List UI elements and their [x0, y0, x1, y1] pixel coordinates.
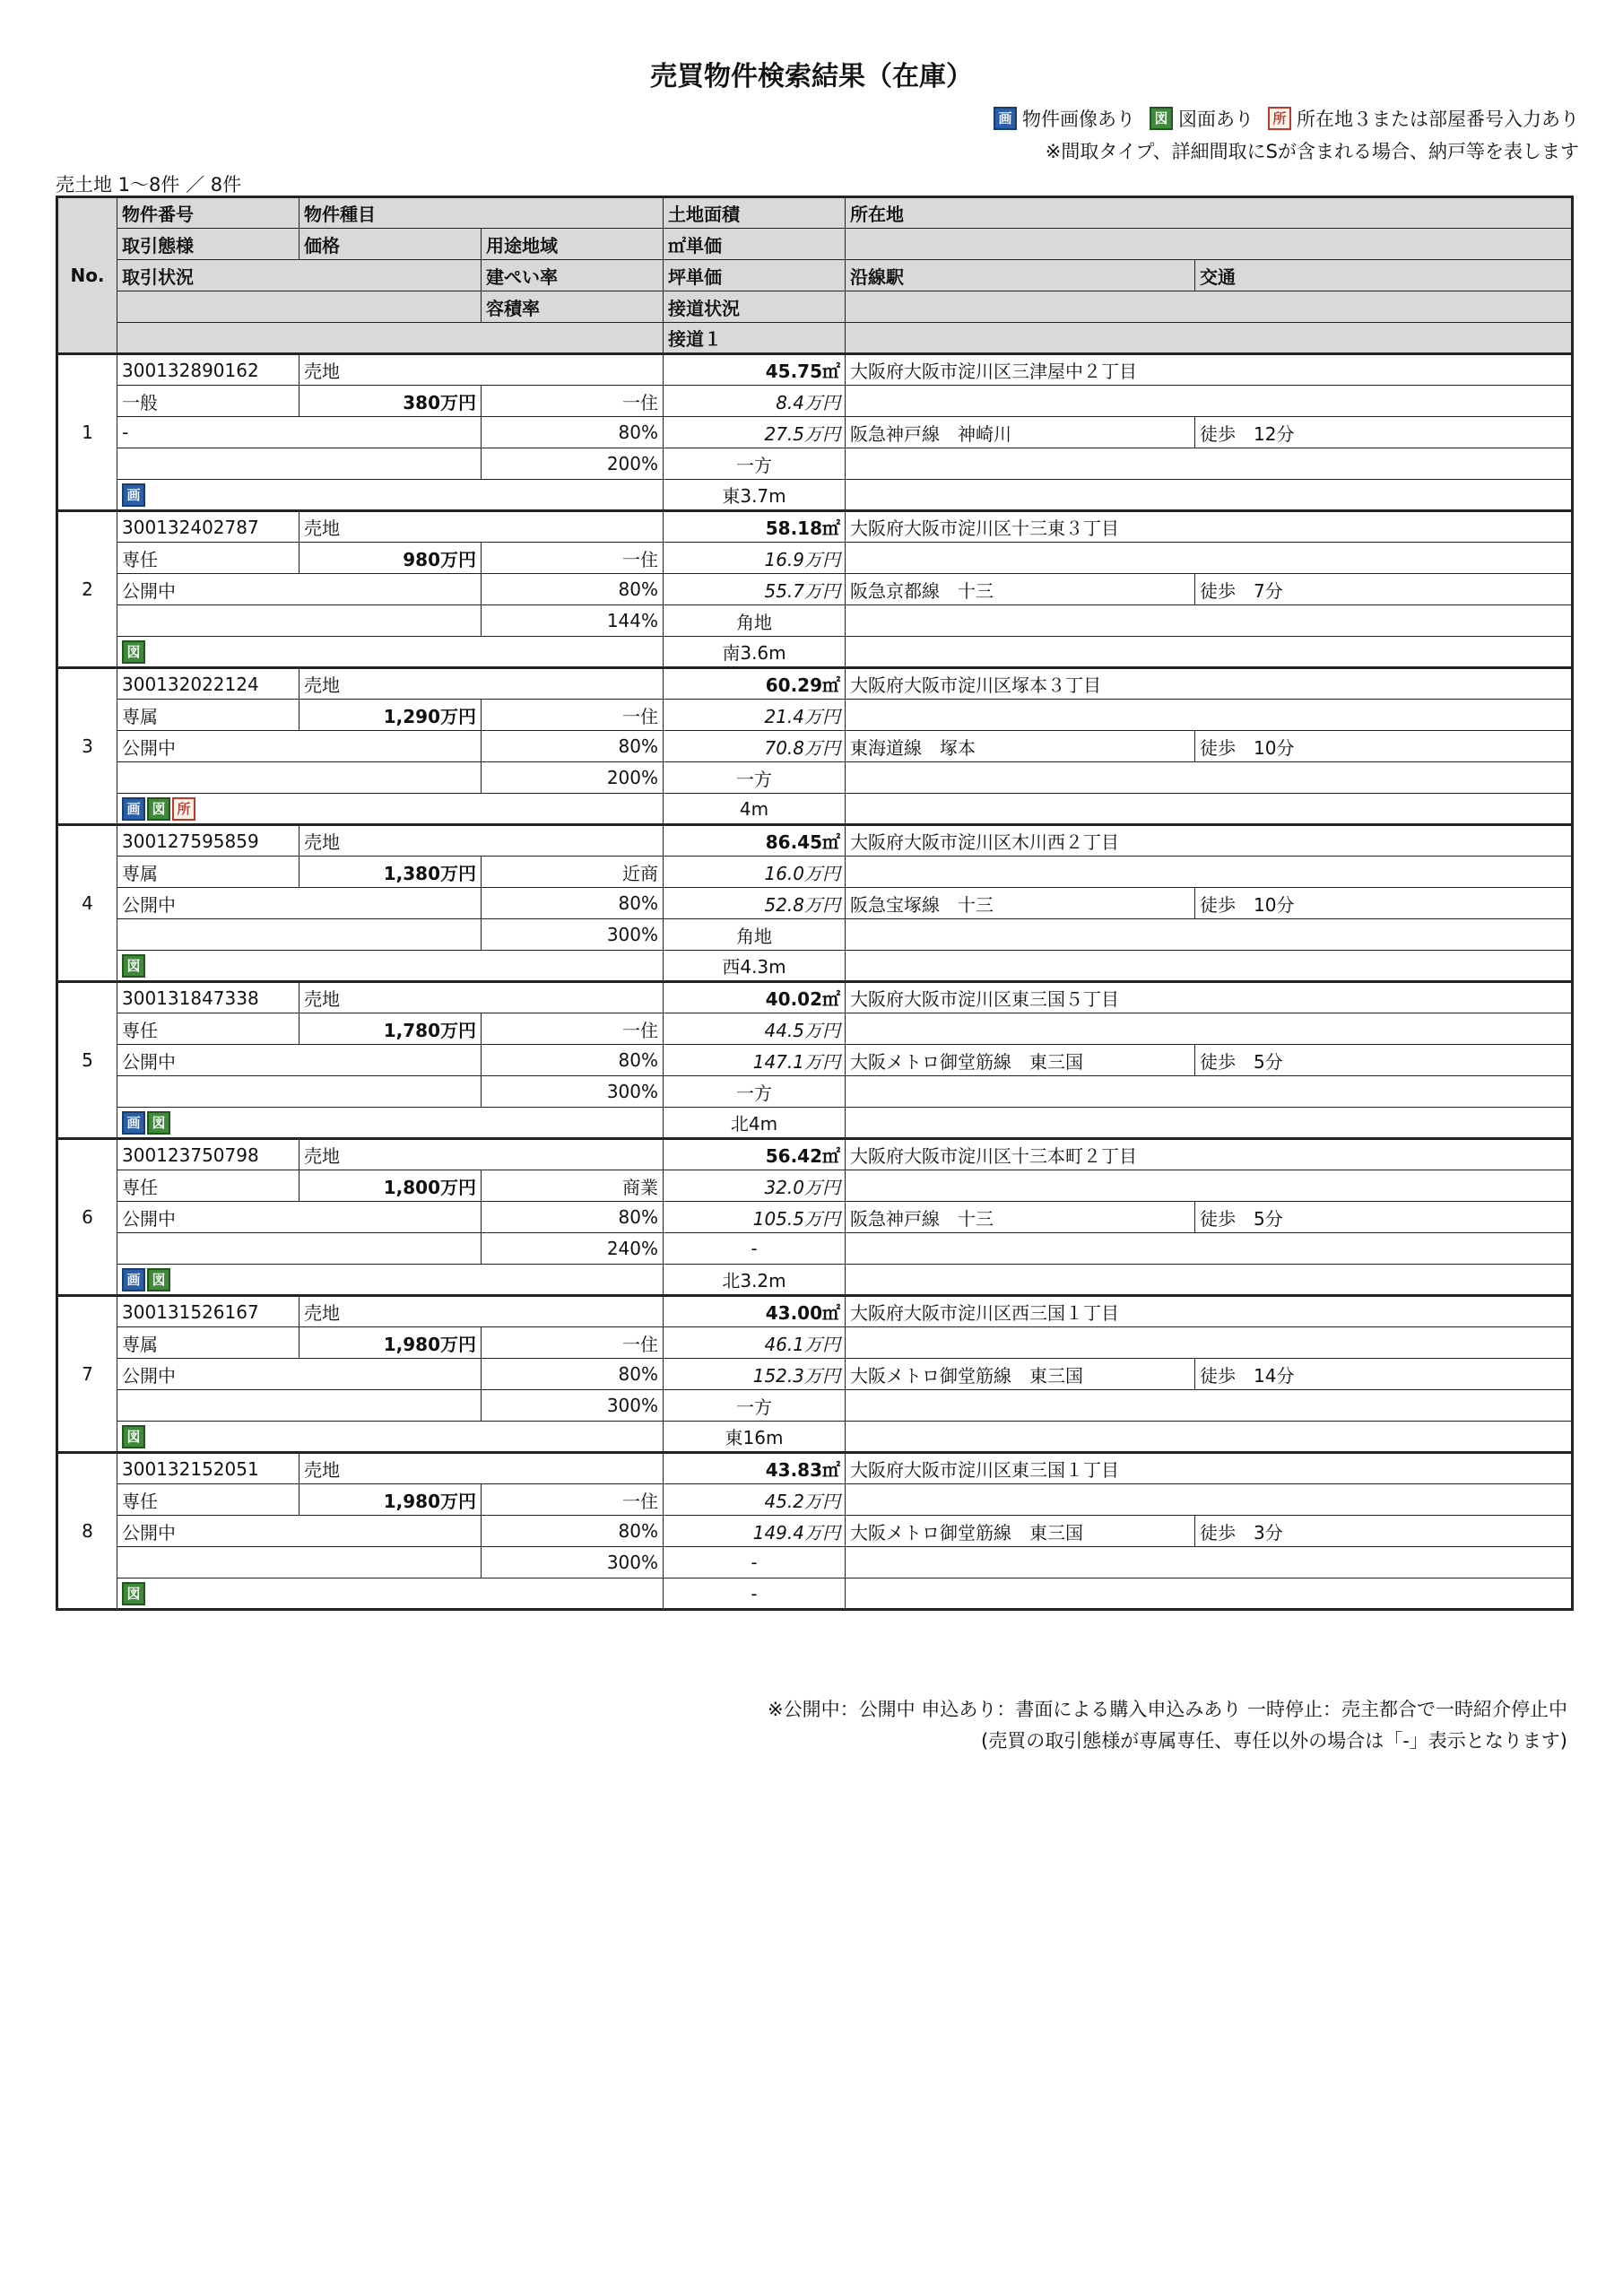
coverage-ratio: 80%	[482, 1045, 664, 1076]
floor-area-ratio: 300%	[482, 1076, 664, 1108]
empty-cell	[846, 1578, 1573, 1610]
road1: -	[664, 1578, 846, 1610]
empty-cell	[846, 1327, 1573, 1359]
tsubo-price: 149.4万円	[664, 1516, 846, 1547]
price: 1,780万円	[299, 1013, 482, 1045]
empty-cell	[846, 1013, 1573, 1045]
row-no: 1	[57, 354, 117, 511]
table-row	[57, 1170, 1573, 1202]
table-row	[57, 1076, 1573, 1108]
address: 大阪府大阪市淀川区三津屋中２丁目	[846, 354, 1573, 386]
header-property-no: 物件番号	[117, 197, 299, 229]
station: 阪急神戸線 十三	[846, 1202, 1195, 1233]
sqm-price: 45.2万円	[664, 1484, 846, 1516]
row-no: 7	[57, 1296, 117, 1453]
property-no: 300132402787	[117, 511, 299, 543]
deal-type: 専任	[117, 1013, 299, 1045]
header-road1: 接道１	[664, 323, 846, 354]
header-empty	[846, 229, 1573, 260]
property-type: 売地	[299, 354, 664, 386]
tsubo-price: 105.5万円	[664, 1202, 846, 1233]
deal-type: 専属	[117, 1327, 299, 1359]
zoning: 一住	[482, 1013, 664, 1045]
floor-area-ratio: 240%	[482, 1233, 664, 1265]
coverage-ratio: 80%	[482, 417, 664, 448]
access: 徒歩 10分	[1195, 731, 1573, 762]
empty-cell	[117, 1233, 482, 1265]
table-row	[57, 1108, 1573, 1139]
table-row	[57, 825, 1573, 857]
property-no: 300123750798	[117, 1139, 299, 1170]
address: 大阪府大阪市淀川区塚本３丁目	[846, 668, 1573, 700]
floor-area-ratio: 200%	[482, 448, 664, 480]
page-title: 売買物件検索結果（在庫）	[650, 61, 973, 92]
sqm-price: 32.0万円	[664, 1170, 846, 1202]
price: 980万円	[299, 543, 482, 574]
badge-cell	[117, 794, 664, 825]
station: 阪急京都線 十三	[846, 574, 1195, 605]
road1: 東3.7m	[664, 480, 846, 511]
land-area: 60.29㎡	[664, 668, 846, 700]
table-body	[57, 354, 1573, 1610]
road-status: 一方	[664, 448, 846, 480]
coverage-ratio: 80%	[482, 1359, 664, 1390]
property-no: 300132890162	[117, 354, 299, 386]
table-row	[57, 1233, 1573, 1265]
deal-status: 公開中	[117, 731, 482, 762]
header-empty	[117, 291, 482, 323]
empty-cell	[846, 1108, 1573, 1139]
empty-cell	[846, 1484, 1573, 1516]
sqm-price: 46.1万円	[664, 1327, 846, 1359]
location-badge-icon: 所	[1268, 107, 1291, 130]
header-price: 価格	[299, 229, 482, 260]
header-land-area: 土地面積	[664, 197, 846, 229]
empty-cell	[117, 919, 482, 951]
header-coverage: 建ぺい率	[482, 260, 664, 291]
empty-cell	[846, 605, 1573, 637]
floor-area-ratio: 144%	[482, 605, 664, 637]
sqm-price: 16.0万円	[664, 857, 846, 888]
image-badge-icon: 画	[994, 107, 1017, 130]
land-area: 45.75㎡	[664, 354, 846, 386]
table-row	[57, 605, 1573, 637]
access: 徒歩 12分	[1195, 417, 1573, 448]
header-status: 取引状況	[117, 260, 482, 291]
note-top: ※間取タイプ、詳細間取にSが含まれる場合、納戸等を表します	[1045, 141, 1579, 162]
image-badge-icon[interactable]: 画	[122, 483, 145, 507]
road-status: -	[664, 1547, 846, 1578]
table-row	[57, 951, 1573, 982]
tsubo-price: 52.8万円	[664, 888, 846, 919]
price: 1,800万円	[299, 1170, 482, 1202]
price: 1,980万円	[299, 1484, 482, 1516]
deal-type: 専任	[117, 1170, 299, 1202]
badge-cell	[117, 951, 664, 982]
empty-cell	[117, 762, 482, 794]
property-type: 売地	[299, 982, 664, 1013]
floor-area-ratio: 300%	[482, 1547, 664, 1578]
property-type: 売地	[299, 825, 664, 857]
empty-cell	[846, 1422, 1573, 1453]
header-sqm-price: ㎡単価	[664, 229, 846, 260]
floor-area-ratio: 300%	[482, 919, 664, 951]
legend-item-location	[1268, 105, 1579, 132]
empty-cell	[846, 637, 1573, 668]
table-row	[57, 448, 1573, 480]
table-row	[57, 1327, 1573, 1359]
station: 大阪メトロ御堂筋線 東三国	[846, 1045, 1195, 1076]
badge-cell	[117, 1265, 664, 1296]
coverage-ratio: 80%	[482, 731, 664, 762]
header-empty	[846, 291, 1573, 323]
table-row	[57, 386, 1573, 417]
table-row	[57, 417, 1573, 448]
road1: 4m	[664, 794, 846, 825]
table-row	[57, 1359, 1573, 1390]
header-zoning: 用途地域	[482, 229, 664, 260]
map-badge-icon[interactable]: 図	[147, 1268, 170, 1292]
table-row	[57, 857, 1573, 888]
station: 東海道線 塚本	[846, 731, 1195, 762]
land-area: 40.02㎡	[664, 982, 846, 1013]
legend-label: 物件画像あり	[1022, 109, 1135, 130]
row-no: 2	[57, 511, 117, 668]
row-no: 8	[57, 1453, 117, 1610]
empty-cell	[846, 1547, 1573, 1578]
address: 大阪府大阪市淀川区木川西２丁目	[846, 825, 1573, 857]
tsubo-price: 147.1万円	[664, 1045, 846, 1076]
sqm-price: 44.5万円	[664, 1013, 846, 1045]
property-no: 300131526167	[117, 1296, 299, 1327]
map-badge-icon: 図	[1150, 107, 1173, 130]
deal-type: 専属	[117, 857, 299, 888]
badge-cell	[117, 1108, 664, 1139]
empty-cell	[846, 794, 1573, 825]
table-row	[57, 480, 1573, 511]
table-row	[57, 637, 1573, 668]
map-badge-icon[interactable]: 図	[147, 1111, 170, 1135]
table-row	[57, 1139, 1573, 1170]
road1: 北4m	[664, 1108, 846, 1139]
property-no: 300132152051	[117, 1453, 299, 1484]
empty-cell	[846, 448, 1573, 480]
zoning: 一住	[482, 1327, 664, 1359]
table-row	[57, 1547, 1573, 1578]
empty-cell	[117, 448, 482, 480]
floor-area-ratio: 200%	[482, 762, 664, 794]
image-badge-icon[interactable]: 画	[122, 1111, 145, 1135]
header-far: 容積率	[482, 291, 664, 323]
property-no: 300132022124	[117, 668, 299, 700]
row-no: 6	[57, 1139, 117, 1296]
road1: 北3.2m	[664, 1265, 846, 1296]
zoning: 一住	[482, 700, 664, 731]
empty-cell	[846, 1170, 1573, 1202]
station: 阪急宝塚線 十三	[846, 888, 1195, 919]
deal-type: 専属	[117, 700, 299, 731]
deal-status: 公開中	[117, 1202, 482, 1233]
table-row	[57, 1422, 1573, 1453]
zoning: 商業	[482, 1170, 664, 1202]
road1: 西4.3m	[664, 951, 846, 982]
empty-cell	[846, 919, 1573, 951]
deal-status: -	[117, 417, 482, 448]
access: 徒歩 5分	[1195, 1202, 1573, 1233]
empty-cell	[846, 1390, 1573, 1422]
road-status: 一方	[664, 1390, 846, 1422]
access: 徒歩 7分	[1195, 574, 1573, 605]
table-row	[57, 1045, 1573, 1076]
table-row	[57, 1265, 1573, 1296]
floor-area-ratio: 300%	[482, 1390, 664, 1422]
tsubo-price: 27.5万円	[664, 417, 846, 448]
table-row	[57, 1516, 1573, 1547]
table-row	[57, 1202, 1573, 1233]
table-row	[57, 574, 1573, 605]
empty-cell	[117, 1076, 482, 1108]
coverage-ratio: 80%	[482, 574, 664, 605]
zoning: 一住	[482, 543, 664, 574]
map-badge-icon[interactable]: 図	[122, 1582, 145, 1605]
badge-cell	[117, 1578, 664, 1610]
tsubo-price: 70.8万円	[664, 731, 846, 762]
image-badge-icon[interactable]: 画	[122, 797, 145, 821]
empty-cell	[117, 605, 482, 637]
land-area: 56.42㎡	[664, 1139, 846, 1170]
property-no: 300127595859	[117, 825, 299, 857]
map-badge-icon[interactable]: 図	[122, 954, 145, 978]
header-road-status: 接道状況	[664, 291, 846, 323]
empty-cell	[846, 543, 1573, 574]
deal-status: 公開中	[117, 574, 482, 605]
tsubo-price: 152.3万円	[664, 1359, 846, 1390]
road1: 南3.6m	[664, 637, 846, 668]
header-station: 沿線駅	[846, 260, 1195, 291]
map-badge-icon[interactable]: 図	[122, 640, 145, 664]
coverage-ratio: 80%	[482, 1516, 664, 1547]
table-row	[57, 668, 1573, 700]
property-no: 300131847338	[117, 982, 299, 1013]
price: 1,380万円	[299, 857, 482, 888]
zoning: 一住	[482, 386, 664, 417]
badge-cell	[117, 480, 664, 511]
access: 徒歩 14分	[1195, 1359, 1573, 1390]
road1: 東16m	[664, 1422, 846, 1453]
road-status: 一方	[664, 1076, 846, 1108]
road-status: -	[664, 1233, 846, 1265]
header-empty	[846, 323, 1573, 354]
empty-cell	[846, 1233, 1573, 1265]
image-badge-icon[interactable]: 画	[122, 1268, 145, 1292]
deal-status: 公開中	[117, 888, 482, 919]
station: 阪急神戸線 神崎川	[846, 417, 1195, 448]
address: 大阪府大阪市淀川区十三東３丁目	[846, 511, 1573, 543]
deal-status: 公開中	[117, 1516, 482, 1547]
header-tsubo-price: 坪単価	[664, 260, 846, 291]
legend-item-image	[994, 105, 1135, 132]
address: 大阪府大阪市淀川区東三国５丁目	[846, 982, 1573, 1013]
empty-cell	[846, 857, 1573, 888]
property-type: 売地	[299, 1139, 664, 1170]
address: 大阪府大阪市淀川区十三本町２丁目	[846, 1139, 1573, 1170]
table-row	[57, 511, 1573, 543]
deal-type: 専任	[117, 543, 299, 574]
table-row	[57, 1013, 1573, 1045]
empty-cell	[846, 1265, 1573, 1296]
table-row	[57, 731, 1573, 762]
access: 徒歩 10分	[1195, 888, 1573, 919]
empty-cell	[846, 762, 1573, 794]
table-row	[57, 1296, 1573, 1327]
table-row	[57, 1484, 1573, 1516]
empty-cell	[846, 700, 1573, 731]
header-type: 物件種目	[299, 197, 664, 229]
zoning: 一住	[482, 1484, 664, 1516]
property-type: 売地	[299, 1453, 664, 1484]
table-header	[57, 197, 1573, 354]
price: 380万円	[299, 386, 482, 417]
empty-cell	[846, 1076, 1573, 1108]
land-area: 43.00㎡	[664, 1296, 846, 1327]
table-row	[57, 1578, 1573, 1610]
coverage-ratio: 80%	[482, 888, 664, 919]
result-count: 売土地 1～8件 ／ 8件	[56, 174, 242, 196]
empty-cell	[846, 951, 1573, 982]
access: 徒歩 3分	[1195, 1516, 1573, 1547]
road-status: 角地	[664, 605, 846, 637]
land-area: 86.45㎡	[664, 825, 846, 857]
access: 徒歩 5分	[1195, 1045, 1573, 1076]
address: 大阪府大阪市淀川区西三国１丁目	[846, 1296, 1573, 1327]
table-row	[57, 543, 1573, 574]
header-empty	[117, 323, 664, 354]
deal-status: 公開中	[117, 1045, 482, 1076]
land-area: 43.83㎡	[664, 1453, 846, 1484]
table-row	[57, 982, 1573, 1013]
table-row	[57, 1453, 1573, 1484]
row-no: 5	[57, 982, 117, 1139]
table-row	[57, 1390, 1573, 1422]
table-row	[57, 888, 1573, 919]
map-badge-icon[interactable]: 図	[122, 1425, 145, 1448]
zoning: 近商	[482, 857, 664, 888]
deal-status: 公開中	[117, 1359, 482, 1390]
location-badge-icon[interactable]: 所	[172, 797, 195, 821]
sqm-price: 16.9万円	[664, 543, 846, 574]
legend	[979, 105, 1579, 132]
road-status: 一方	[664, 762, 846, 794]
header-access: 交通	[1195, 260, 1573, 291]
table-row	[57, 762, 1573, 794]
legend-item-map	[1150, 105, 1254, 132]
empty-cell	[117, 1547, 482, 1578]
property-type: 売地	[299, 1296, 664, 1327]
address: 大阪府大阪市淀川区東三国１丁目	[846, 1453, 1573, 1484]
table-row	[57, 700, 1573, 731]
note-bottom-status: ※公開中：公開中 申込あり：書面による購入申込みあり 一時停止：売主都合で一時紹介停止中	[768, 1699, 1567, 1720]
table-row	[57, 919, 1573, 951]
sqm-price: 8.4万円	[664, 386, 846, 417]
road-status: 角地	[664, 919, 846, 951]
empty-cell	[846, 386, 1573, 417]
property-type: 売地	[299, 511, 664, 543]
header-deal-type: 取引態様	[117, 229, 299, 260]
land-area: 58.18㎡	[664, 511, 846, 543]
legend-label: 図面あり	[1178, 109, 1254, 130]
map-badge-icon[interactable]: 図	[147, 797, 170, 821]
price: 1,980万円	[299, 1327, 482, 1359]
station: 大阪メトロ御堂筋線 東三国	[846, 1516, 1195, 1547]
price: 1,290万円	[299, 700, 482, 731]
badge-cell	[117, 1422, 664, 1453]
deal-type: 専任	[117, 1484, 299, 1516]
deal-type: 一般	[117, 386, 299, 417]
empty-cell	[846, 480, 1573, 511]
row-no: 4	[57, 825, 117, 982]
tsubo-price: 55.7万円	[664, 574, 846, 605]
sqm-price: 21.4万円	[664, 700, 846, 731]
header-no: No.	[57, 197, 117, 354]
table-row	[57, 354, 1573, 386]
coverage-ratio: 80%	[482, 1202, 664, 1233]
row-no: 3	[57, 668, 117, 825]
header-address: 所在地	[846, 197, 1573, 229]
badge-cell	[117, 637, 664, 668]
results-table	[56, 196, 1574, 1611]
note-bottom-deal: (売買の取引態様が専属専任、専任以外の場合は「-」表示となります)	[981, 1730, 1567, 1752]
legend-label: 所在地３または部屋番号入力あり	[1297, 109, 1579, 130]
table-row	[57, 794, 1573, 825]
property-type: 売地	[299, 668, 664, 700]
empty-cell	[117, 1390, 482, 1422]
station: 大阪メトロ御堂筋線 東三国	[846, 1359, 1195, 1390]
